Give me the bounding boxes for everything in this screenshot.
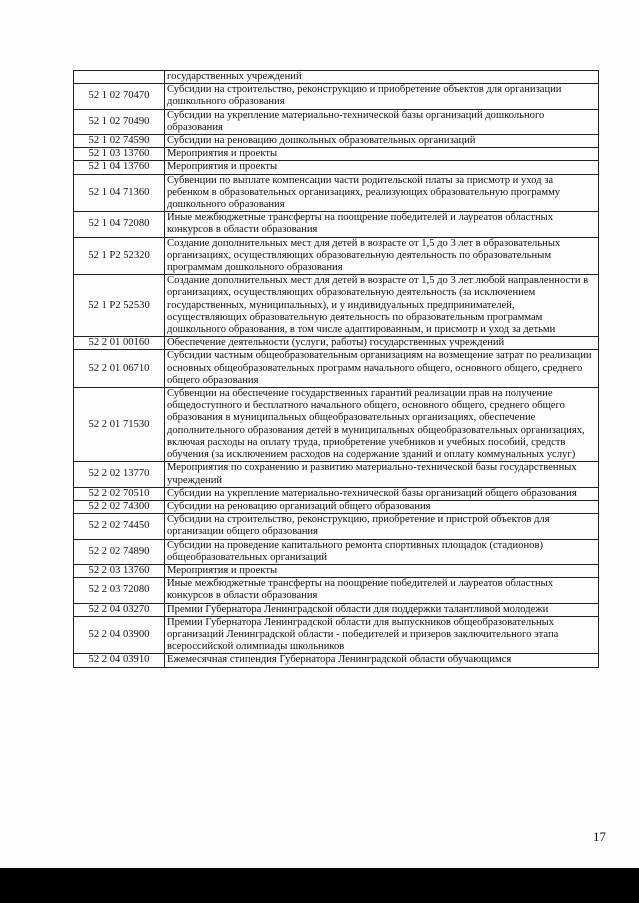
budget-code-cell: 52 1 02 70470	[74, 84, 165, 109]
budget-code-cell: 52 1 04 71360	[74, 174, 165, 212]
budget-code-cell: 52 2 01 06710	[74, 350, 165, 388]
table-row	[74, 388, 599, 462]
budget-code-cell: 52 1 P2 52530	[74, 275, 165, 337]
budget-code-cell	[74, 71, 165, 84]
table-row	[74, 350, 599, 388]
table-row	[74, 109, 599, 134]
budget-code-cell: 52 2 02 74450	[74, 514, 165, 539]
table-row	[74, 616, 599, 654]
expense-description-cell: Мероприятия и проекты	[165, 564, 599, 577]
table-body	[74, 71, 599, 668]
table-row	[74, 135, 599, 148]
table-row	[74, 500, 599, 513]
expense-description-cell: Ежемесячная стипендия Губернатора Ленинградской области обучающимся	[165, 654, 599, 667]
expense-description-cell: Субсидии на реновацию организаций общего образования	[165, 500, 599, 513]
expense-description-cell: Создание дополнительных мест для детей в возрасте от 1,5 до 3 лет любой направленности в организациях, осуществляющих образовательную деятельность (за исключением государственных, муниципальных), и у индивидуальных предпринимателей, осуществляющих образовательную деятельность по образовательным программам дошкольного образования, в том числе адаптированным, и присмотр и уход за детьми	[165, 275, 599, 337]
expense-description-cell: Субвенции на обеспечение государственных гарантий реализации прав на получение общедоступного и бесплатного начального общего, основного общего, среднего общего образования в муниципальных общеобразовательных организациях, обеспечение дополнительного образования детей в муниципальных общеобразовательных организациях, включая расходы на оплату труда, приобретение учебников и учебных пособий, средств обучения (за исключением расходов на содержание зданий и оплату коммунальных услуг)	[165, 388, 599, 462]
expense-description-cell: Обеспечение деятельности (услуги, работы) государственных учреждений	[165, 337, 599, 350]
table-row	[74, 564, 599, 577]
expense-description-cell: Премии Губернатора Ленинградской области для выпускников общеобразовательных организаций Ленинградской области - победителей и призеров заключительного этапа всероссийской олимпиады школьников	[165, 616, 599, 654]
expense-description-cell: Субсидии на укрепление материально-технической базы организаций общего образования	[165, 487, 599, 500]
expense-description-cell: Мероприятия и проекты	[165, 161, 599, 174]
expense-description-cell: Премии Губернатора Ленинградской области для поддержки талантливой молодежи	[165, 603, 599, 616]
table-row	[74, 174, 599, 212]
budget-code-cell: 52 2 01 71530	[74, 388, 165, 462]
budget-code-cell: 52 2 02 74300	[74, 500, 165, 513]
budget-code-cell: 52 2 03 72080	[74, 578, 165, 603]
table-row	[74, 84, 599, 109]
budget-code-cell: 52 2 02 70510	[74, 487, 165, 500]
budget-code-cell: 52 2 03 13760	[74, 564, 165, 577]
budget-code-cell: 52 2 01 00160	[74, 337, 165, 350]
table-row	[74, 514, 599, 539]
page-number: 17	[593, 829, 606, 844]
table-row	[74, 275, 599, 337]
table-row	[74, 212, 599, 237]
table-row	[74, 237, 599, 275]
expense-description-cell: Субсидии на реновацию дошкольных образовательных организаций	[165, 135, 599, 148]
budget-code-cell: 52 1 03 13760	[74, 148, 165, 161]
expense-description-cell: Субсидии на укрепление материально-технической базы организаций дошкольного образования	[165, 109, 599, 134]
expense-description-cell: Иные межбюджетные трансферты на поощрение победителей и лауреатов областных конкурсов в области образования	[165, 212, 599, 237]
expense-description-cell: Субсидии частным общеобразовательным организациям на возмещение затрат по реализации основных общеобразовательных программ начального общего, основного общего, среднего общего образования	[165, 350, 599, 388]
scan-bottom-border	[0, 868, 639, 903]
table-row	[74, 71, 599, 84]
table-row	[74, 603, 599, 616]
expense-description-cell: Субвенции по выплате компенсации части родительской платы за присмотр и уход за ребенком в образовательных организациях, реализующих образовательную программу дошкольного образования	[165, 174, 599, 212]
budget-code-cell: 52 2 04 03910	[74, 654, 165, 667]
budget-code-cell: 52 2 02 74890	[74, 539, 165, 564]
expense-description-cell: Мероприятия и проекты	[165, 148, 599, 161]
expense-description-cell: Создание дополнительных мест для детей в возрасте от 1,5 до 3 лет в образовательных организациях, осуществляющих образовательную деятельность по образовательным программам дошкольного образования	[165, 237, 599, 275]
budget-code-cell: 52 1 02 74590	[74, 135, 165, 148]
table-row	[74, 462, 599, 487]
expense-description-cell: Мероприятия по сохранению и развитию материально-технической базы государственных учреждений	[165, 462, 599, 487]
budget-code-cell: 52 2 02 13770	[74, 462, 165, 487]
budget-code-cell: 52 1 04 72080	[74, 212, 165, 237]
table-row	[74, 161, 599, 174]
expense-description-cell: Иные межбюджетные трансферты на поощрение победителей и лауреатов областных конкурсов в области образования	[165, 578, 599, 603]
expense-description-cell: государственных учреждений	[165, 71, 599, 84]
table-row	[74, 539, 599, 564]
table-row	[74, 148, 599, 161]
budget-code-cell: 52 1 P2 52320	[74, 237, 165, 275]
budget-code-cell: 52 2 04 03900	[74, 616, 165, 654]
budget-code-cell: 52 1 02 70490	[74, 109, 165, 134]
budget-code-cell: 52 2 04 03270	[74, 603, 165, 616]
expense-description-cell: Субсидии на строительство, реконструкцию, приобретение и пристрой объектов для организации общего образования	[165, 514, 599, 539]
table-row	[74, 487, 599, 500]
budget-code-table-container	[73, 70, 599, 668]
budget-code-table	[73, 70, 599, 668]
expense-description-cell: Субсидии на проведение капитального ремонта спортивных площадок (стадионов) общеобразовательных организаций	[165, 539, 599, 564]
table-row	[74, 578, 599, 603]
table-row	[74, 654, 599, 667]
expense-description-cell: Субсидии на строительство, реконструкцию и приобретение объектов для организации дошкольного образования	[165, 84, 599, 109]
table-row	[74, 337, 599, 350]
budget-code-cell: 52 1 04 13760	[74, 161, 165, 174]
